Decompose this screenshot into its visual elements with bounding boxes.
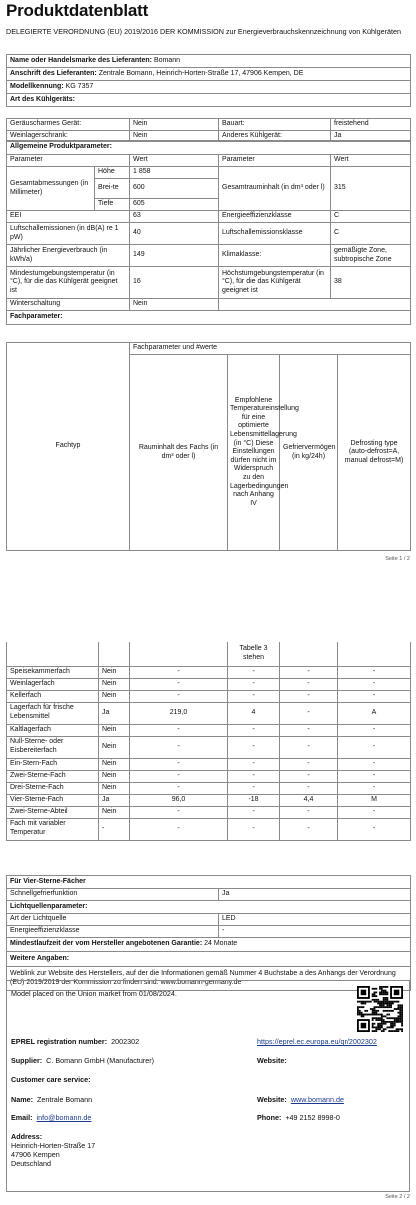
table-row: Kellerfach Nein - - - - bbox=[7, 690, 411, 702]
table-row: Lagerfach für frische Lebensmittel Ja 219,0 4 - A bbox=[7, 702, 411, 724]
email-link[interactable]: info@bomann.de bbox=[36, 1113, 92, 1122]
regulation-text: DELEGIERTE VERORDNUNG (EU) 2019/2016 DER KOMMISSION zur Energieverbrauchskennzeichnung von Kühlgeräten bbox=[6, 27, 401, 36]
table-row: Speisekammerfach Nein - - - - bbox=[7, 666, 411, 678]
table-row: Ein-Stern-Fach Nein - - - - bbox=[7, 758, 411, 770]
four-star-table: Für Vier-Sterne-Fächer Schnellgefrierfunktion Ja Lichtquellenparameter: Art der Lichtquelle LED Energieeffizienzklasse - Mindestlaufzeit der vom Hersteller angebotenen Garantie: 24 Monate Weitere Angaben: Weblink zur Website des Herstellers, auf der die Informationen gemäß Nummer 4 Buchstabe a des Anhangs der Verordnung (EU) 2019/2019 der Kommission zu finden sind: www.bomann-germany.de bbox=[6, 875, 411, 991]
supplier-address-row: Anschrift des Lieferanten: Zentrale Bomann, Heinrich-Horten-Straße 17, 47906 Kempen, DE bbox=[7, 68, 411, 81]
compartment-table: Tabelle 3 stehen Speisekammerfach Nein - - - - Weinlagerfach Nein - - - - Kellerfach Nein - - - - Lagerfach für frische Lebensmittel Ja 219,0 4 - A Kaltlagerfach Nein - - - - Null-Sterne- oder Eisbereiterfach Nein - - - - Ein-Stern-Fach Nein - - - - Zwei-Sterne-Fach Nein - - - - Drei-Sterne-Fach Nein - - - - Vier-Sterne-Fach Ja 96,0 -18 4,4 M Zwei-Sterne-Abteil Nein - - - - Fach mit variabler Temperatur - - - - - bbox=[6, 642, 411, 841]
table-row: Zwei-Sterne-Fach Nein - - - - bbox=[7, 770, 411, 782]
general-parameters-table: Allgemeine Produktparameter: Parameter Wert Parameter Wert Gesamtabmessungen (in Millimeter) Höhe 1 858 Gesamtrauminhalt (in dm³ oder l) 315 Brei-te 600 Tiefe 605 EEI 63 Energieeffizienzklasse C Luftschallemissionen (in dB(A) re 1 pW) 40 Luftschallemissionsklasse C Jährlicher Energieverbrauch (in kWh/a) 149 Klimaklasse: gemäßigte Zone, subtropische Zone Mindestumgebungstemperatur (in °C), für die das Kühlgerät geeignet ist 16 Höchstumgebungstemperatur (in °C), für die das Kühlgerät geeignet ist 38 Winterschaltung Nein Fachparameter: bbox=[6, 140, 411, 325]
appliance-type-table: Geräuscharmes Gerät: Nein Bauart: freistehend Weinlagerschrank: Nein Anderes Kühlgerät: Ja bbox=[6, 118, 411, 142]
page-1 bbox=[0, 0, 416, 564]
eprel-link[interactable]: https://eprel.ec.europa.eu/qr/2002302 bbox=[257, 1037, 377, 1046]
page-number: Seite 2 / 2 bbox=[385, 1194, 410, 1200]
table-row: Kaltlagerfach Nein - - - - bbox=[7, 724, 411, 736]
warranty-row: Mindestlaufzeit der vom Hersteller angebotenen Garantie: 24 Monate bbox=[7, 938, 411, 952]
model-row: Modellkennung: KG 7357 bbox=[7, 81, 411, 94]
supplier-name-row: Name oder Handelsmarke des Lieferanten: Bomann bbox=[7, 55, 411, 68]
compartment-rows bbox=[7, 666, 411, 840]
page-title: Produktdatenblatt bbox=[6, 1, 149, 20]
eprel-box: Model placed on the Union market from 01/08/2024. EPREL registration number: 2002302 https://eprel.ec.europa.eu/qr/2002302 Supplier: C. Bomann GmbH (Manufacturer) Website: Customer care service: Name: Zentrale Bomann Website: www.bomann.de Email: info@bomann.de Phone: +49 2152 8998-0 Address: Heinrich-Horten-Straße 17 47906 Kempen Deutschland bbox=[6, 980, 410, 1192]
appliance-type-heading: Art des Kühlgeräts: bbox=[7, 94, 411, 107]
table-row: Zwei-Sterne-Abteil Nein - - - - bbox=[7, 806, 411, 818]
page-number: Seite 1 / 2 bbox=[385, 556, 410, 562]
table-row: Weinlagerfach Nein - - - - bbox=[7, 678, 411, 690]
compartment-header-table: Fachtyp Fachparameter und #werte Rauminhalt des Fachs (in dm³ oder l) Empfohlene Temperatureinstellung für eine optimierte Lebensmittellagerung (in °C) Diese Einstellungen dürfen nicht im Widerspruch zu den Lagerbedingungen nach Anhang IV Gefriervermögen (in kg/24h) Defrosting type (auto-defrost=A, manual defrost=M) bbox=[6, 342, 411, 551]
qr-code-icon[interactable] bbox=[357, 986, 403, 1032]
supplier-table bbox=[6, 54, 411, 107]
table-row: Vier-Sterne-Fach Ja 96,0 -18 4,4 M bbox=[7, 794, 411, 806]
website-link[interactable]: www.bomann.de bbox=[290, 1095, 344, 1104]
table-row: Fach mit variabler Temperatur - - - - - bbox=[7, 818, 411, 840]
table-row: Drei-Sterne-Fach Nein - - - - bbox=[7, 782, 411, 794]
table-row: Null-Sterne- oder Eisbereiterfach Nein - - - - bbox=[7, 736, 411, 758]
page-2 bbox=[0, 638, 416, 1205]
